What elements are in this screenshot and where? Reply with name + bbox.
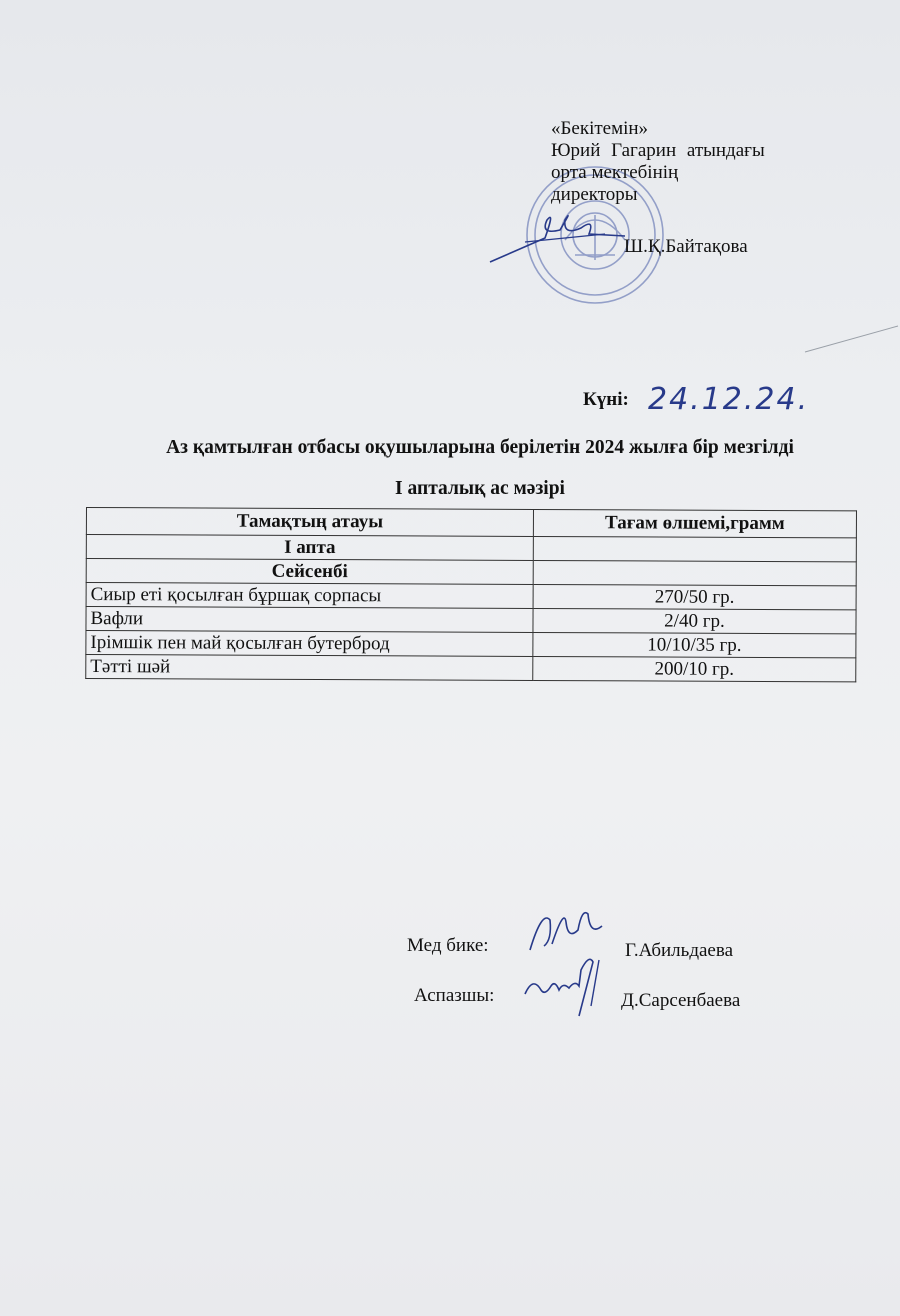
document-subtitle: I апталық ас мәзірі [395,478,565,499]
cook-signature [519,950,619,1020]
dish-name: Сиыр еті қосылған бұршақ сорпасы [86,583,533,609]
portion-size: 10/10/35 гр. [533,632,856,657]
dish-name: Ірімшік пен май қосылған бутерброд [86,631,533,657]
cook-name: Д.Сарсенбаева [621,990,741,1011]
table-row [86,583,856,610]
school-name: Юрий Гагарин атындағы [551,140,765,161]
director-title: директоры [551,184,638,205]
week-row [86,535,856,562]
menu-table [85,507,857,682]
table-row [86,655,856,682]
dish-name: Вафли [86,607,533,633]
director-name: Ш.Қ.Байтақова [624,236,748,257]
nurse-name: Г.Абильдаева [625,940,734,961]
week-label: I апта [86,535,533,561]
pencil-mark [800,320,900,360]
table-row [86,631,856,658]
portion-size: 2/40 гр. [533,608,856,633]
empty-cell [533,560,856,585]
portion-size: 200/10 гр. [533,656,856,681]
day-row [86,559,856,586]
date-value: 24.12.24. [648,382,810,417]
header-portion-size: Тағам өлшемі,грамм [533,509,856,537]
document-title: Аз қамтылған отбасы оқушыларына берілетін 2024 жылға бір мезгілді [166,437,794,458]
date-label: Күні: [583,389,629,410]
school-type: орта мектебінің [551,162,679,183]
approval-heading: «Бекітемін» [551,118,649,139]
cook-label: Аспазшы: [414,985,495,1006]
header-dish-name: Тамақтың атауы [86,508,533,537]
day-label: Сейсенбі [86,559,533,585]
dish-name: Тәтті шәй [86,655,533,681]
portion-size: 270/50 гр. [533,584,856,609]
table-row [86,607,856,634]
nurse-label: Мед бике: [407,935,489,956]
approval-block [551,118,765,206]
table-header-row [86,508,856,538]
empty-cell [533,536,856,561]
